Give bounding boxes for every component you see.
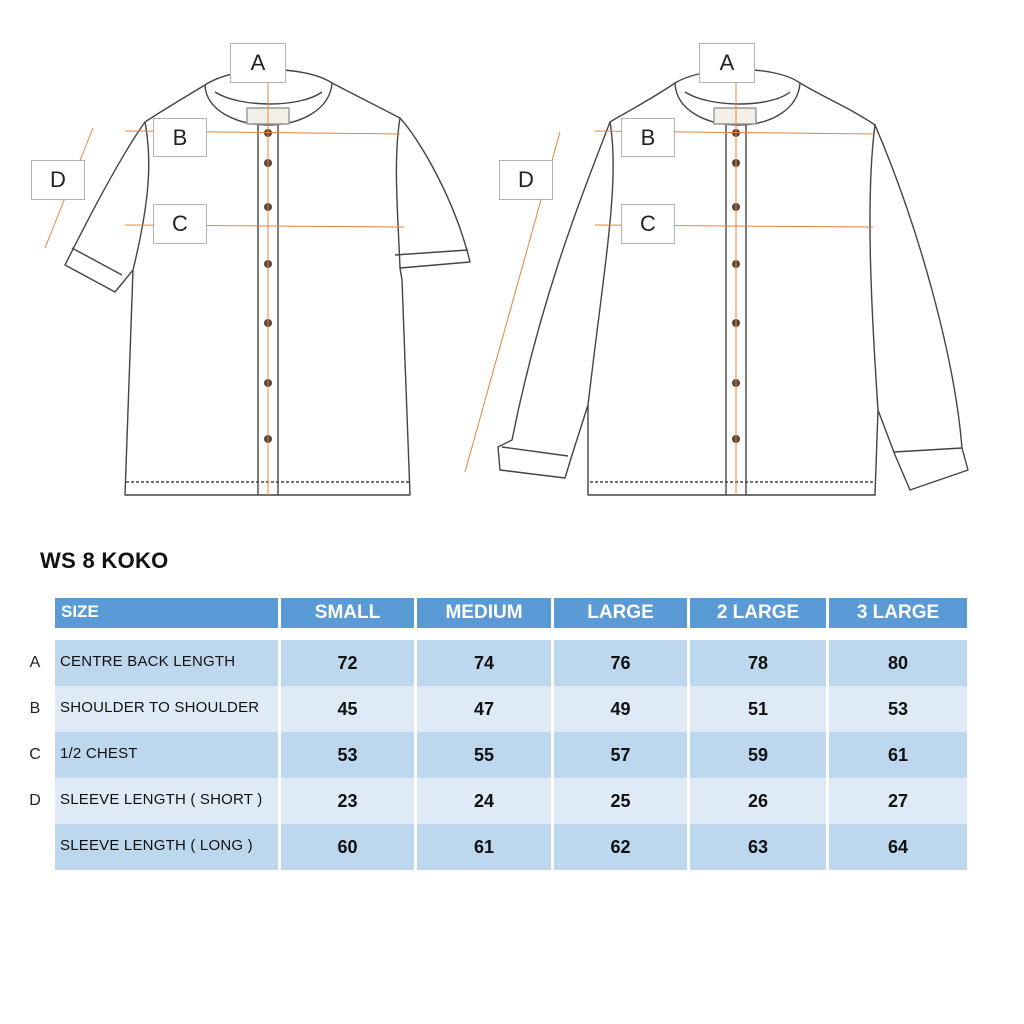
- callout-b-short: B: [153, 118, 207, 157]
- value-cell: 60: [281, 824, 414, 870]
- value-cell: 61: [417, 824, 551, 870]
- callout-b-long: B: [621, 118, 675, 157]
- callout-c-long: C: [621, 204, 675, 244]
- row-label: CENTRE BACK LENGTH: [55, 640, 278, 686]
- value-cell: 57: [554, 732, 687, 778]
- value-cell: 23: [281, 778, 414, 824]
- table-row: [29, 732, 967, 778]
- header-3large: 3 LARGE: [829, 598, 967, 628]
- value-cell: 24: [417, 778, 551, 824]
- table-row: [55, 824, 967, 870]
- value-cell: 53: [829, 686, 967, 732]
- header-size: SIZE: [55, 598, 278, 628]
- row-label: 1/2 CHEST: [55, 732, 278, 778]
- row-key: C: [29, 746, 41, 763]
- header-medium: MEDIUM: [417, 598, 551, 628]
- row-label: SHOULDER TO SHOULDER: [55, 686, 278, 732]
- callout-a-short: A: [230, 43, 286, 83]
- value-cell: 61: [829, 732, 967, 778]
- callout-a-long: A: [699, 43, 755, 83]
- table-header-row: [55, 598, 967, 628]
- value-cell: 74: [417, 640, 551, 686]
- row-label: SLEEVE LENGTH ( LONG ): [55, 824, 278, 870]
- row-key: B: [29, 700, 41, 717]
- callout-d-long: D: [499, 160, 553, 200]
- table-row: [29, 640, 967, 686]
- value-cell: 76: [554, 640, 687, 686]
- value-cell: 59: [690, 732, 826, 778]
- row-key: D: [29, 792, 41, 809]
- callout-c-short: C: [153, 204, 207, 244]
- value-cell: 45: [281, 686, 414, 732]
- value-cell: 64: [829, 824, 967, 870]
- value-cell: 49: [554, 686, 687, 732]
- value-cell: 53: [281, 732, 414, 778]
- callout-d-short: D: [31, 160, 85, 200]
- value-cell: 63: [690, 824, 826, 870]
- long-sleeve-shirt-sketch: [498, 70, 968, 496]
- value-cell: 62: [554, 824, 687, 870]
- value-cell: 78: [690, 640, 826, 686]
- value-cell: 25: [554, 778, 687, 824]
- row-key: A: [29, 654, 41, 671]
- value-cell: 47: [417, 686, 551, 732]
- header-2large: 2 LARGE: [690, 598, 826, 628]
- value-cell: 80: [829, 640, 967, 686]
- value-cell: 55: [417, 732, 551, 778]
- value-cell: 51: [690, 686, 826, 732]
- table-row: [29, 686, 967, 732]
- header-small: SMALL: [281, 598, 414, 628]
- value-cell: 26: [690, 778, 826, 824]
- value-cell: 27: [829, 778, 967, 824]
- value-cell: 72: [281, 640, 414, 686]
- table-row: [29, 778, 967, 824]
- header-large: LARGE: [554, 598, 687, 628]
- product-title: WS 8 KOKO: [40, 548, 169, 573]
- row-label: SLEEVE LENGTH ( SHORT ): [55, 778, 278, 824]
